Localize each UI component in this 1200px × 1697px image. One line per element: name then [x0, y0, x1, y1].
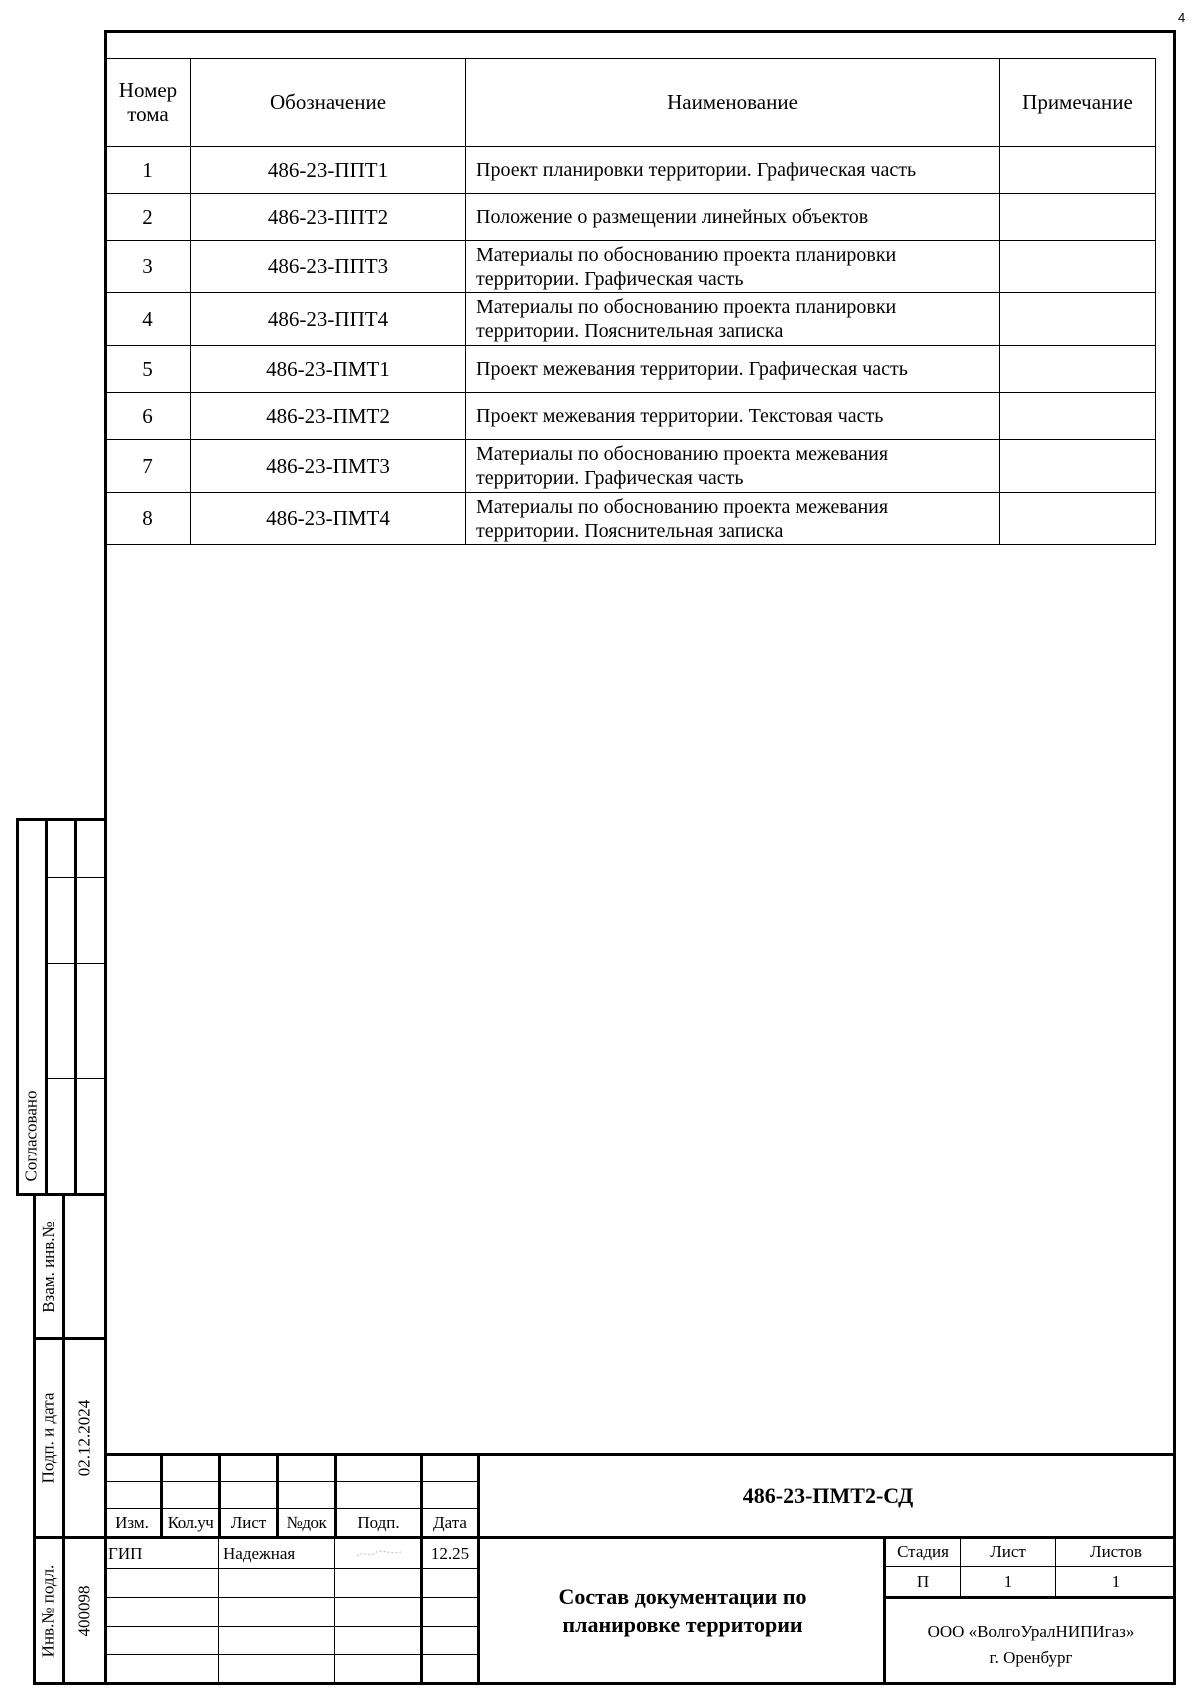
row-8-note — [1004, 493, 1152, 544]
document-title: Состав документации по планировке территории — [558, 1584, 807, 1637]
row-1-note — [1004, 147, 1152, 193]
row-6-note — [1004, 393, 1152, 439]
row-8-designation: 486-23-ПМТ4 — [266, 506, 390, 530]
signer-signature-mark — [337, 1539, 420, 1568]
row-2-designation: 486-23-ППТ2 — [267, 204, 389, 229]
col-sheet: Лист — [230, 1513, 267, 1532]
row-3-volume: 3 — [142, 254, 153, 278]
row-4-name: Материалы по обоснованию проекта планировки территории. Пояснительная записка — [476, 296, 897, 342]
row-6-volume: 6 — [142, 403, 153, 428]
row-1-name: Проект планировки территории. Графическая часть — [476, 159, 917, 181]
row-3-note — [1004, 241, 1152, 292]
row-5-designation: 486-23-ПМТ1 — [266, 356, 390, 381]
stage-value: П — [916, 1571, 930, 1591]
page-number: 4 — [1178, 10, 1186, 25]
col-change: Изм. — [115, 1513, 149, 1532]
inv-original-label: Инв.№ подл. — [38, 1564, 58, 1657]
sign-date-label: Подп. и дата — [38, 1392, 58, 1484]
row-5-name: Проект межевания территории. Графическая часть — [476, 358, 908, 380]
col-doc-no: №док — [286, 1513, 327, 1532]
sheets-value: 1 — [1111, 1571, 1121, 1591]
row-7-designation: 486-23-ПМТ3 — [266, 453, 390, 478]
city: г. Оренбург — [989, 1648, 1073, 1667]
signer-name: Надежная — [223, 1543, 296, 1563]
signer-role: ГИП — [108, 1543, 143, 1563]
row-5-note — [1004, 346, 1152, 392]
row-7-volume: 7 — [142, 453, 153, 478]
header-volume: Номер тома — [118, 78, 178, 126]
col-date: Дата — [433, 1513, 467, 1532]
col-signature: Подп. — [357, 1513, 400, 1532]
row-2-note — [1004, 194, 1152, 240]
sheets-label: Листов — [1090, 1542, 1142, 1561]
header-designation: Обозначение — [269, 90, 387, 114]
inv-original-value: 400098 — [74, 1585, 94, 1636]
row-1-volume: 1 — [142, 157, 153, 182]
organization: ООО «ВолгоУралНИПИгаз» — [927, 1622, 1135, 1641]
row-6-name: Проект межевания территории. Текстовая часть — [476, 405, 884, 427]
row-4-note — [1004, 293, 1152, 345]
row-4-volume: 4 — [142, 306, 153, 331]
document-code: 486-23-ПМТ2-СД — [742, 1483, 914, 1508]
header-name: Наименование — [667, 90, 798, 114]
sheet-value: 1 — [1003, 1571, 1013, 1591]
row-7-note — [1004, 440, 1152, 492]
row-8-volume: 8 — [142, 506, 153, 530]
header-note: Примечание — [1022, 90, 1133, 114]
row-3-designation: 486-23-ППТ3 — [267, 254, 389, 278]
stage-label: Стадия — [897, 1542, 949, 1561]
row-1-designation: 486-23-ППТ1 — [267, 157, 389, 182]
row-7-name: Материалы по обоснованию проекта межевания территории. Графическая часть — [476, 443, 889, 489]
row-4-designation: 486-23-ППТ4 — [267, 306, 389, 331]
row-2-volume: 2 — [142, 204, 153, 229]
col-qty: Кол.уч — [167, 1513, 214, 1532]
signer-date: 12.25 — [430, 1543, 470, 1563]
replaces-inv-label: Взам. инв.№ — [38, 1220, 58, 1313]
row-6-designation: 486-23-ПМТ2 — [266, 403, 390, 428]
sheet-label: Лист — [990, 1542, 1026, 1561]
row-5-volume: 5 — [142, 356, 153, 381]
row-3-name: Материалы по обоснованию проекта планировки территории. Графическая часть — [476, 243, 897, 290]
row-2-name: Положение о размещении линейных объектов — [476, 206, 869, 228]
sign-date-value: 02.12.2024 — [74, 1399, 94, 1477]
row-8-name: Материалы по обоснованию проекта межевания территории. Пояснительная записка — [476, 495, 889, 542]
agreed-label: Согласовано — [21, 1090, 41, 1182]
